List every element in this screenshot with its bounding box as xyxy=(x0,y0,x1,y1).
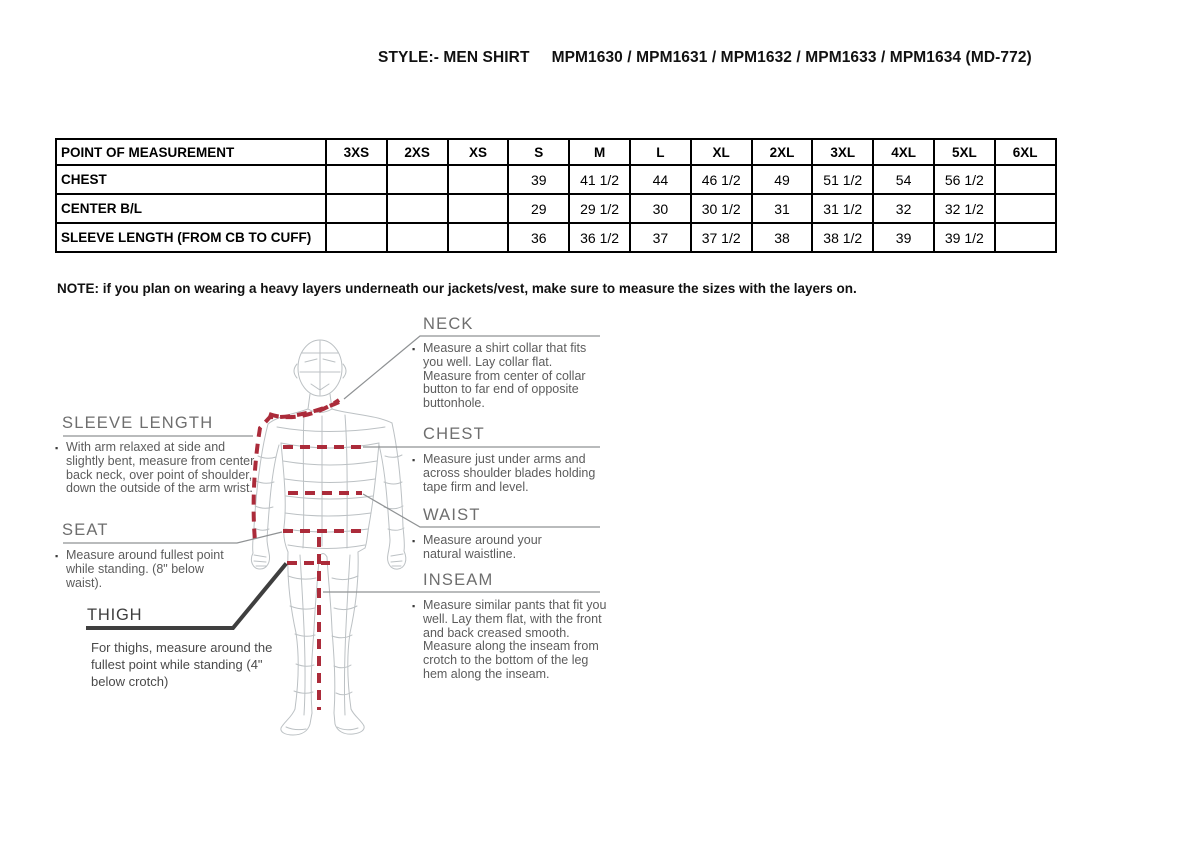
bullet-icon: ▪ xyxy=(412,536,416,546)
value-cell xyxy=(448,194,509,223)
value-cell xyxy=(326,223,387,252)
size-chart-header xyxy=(56,139,1056,165)
waist-description: ▪ Measure around your natural waistline. xyxy=(412,533,542,561)
sleeve-length-heading: SLEEVE LENGTH xyxy=(62,414,214,432)
value-cell: 31 xyxy=(752,194,813,223)
table-row xyxy=(56,223,1056,252)
column-header-size: 3XL xyxy=(812,139,873,165)
value-cell xyxy=(387,165,448,194)
waist-leader-line xyxy=(363,494,600,527)
page-title: STYLE:- MEN SHIRT MPM1630 / MPM1631 / MPM1632 / MPM1633 / MPM1634 (MD-772) xyxy=(378,49,1032,66)
column-header-size: 3XS xyxy=(326,139,387,165)
chest-heading: CHEST xyxy=(423,425,485,443)
value-cell: 31 1/2 xyxy=(812,194,873,223)
value-cell: 51 1/2 xyxy=(812,165,873,194)
value-cell: 29 1/2 xyxy=(569,194,630,223)
value-cell: 44 xyxy=(630,165,691,194)
waist-heading: WAIST xyxy=(423,506,481,524)
column-header-point-of-measurement: POINT OF MEASUREMENT xyxy=(56,139,326,165)
value-cell: 37 xyxy=(630,223,691,252)
chest-description: ▪ Measure just under arms and across shoulder blades holding tape firm and level. xyxy=(412,452,596,494)
value-cell xyxy=(995,223,1056,252)
value-cell: 49 xyxy=(752,165,813,194)
value-cell xyxy=(448,165,509,194)
column-header-size: 2XL xyxy=(752,139,813,165)
sleeve-length-dash-line xyxy=(254,402,339,541)
column-header-size: XS xyxy=(448,139,509,165)
bullet-icon: ▪ xyxy=(55,551,59,561)
size-chart-table xyxy=(55,138,1057,253)
value-cell xyxy=(326,194,387,223)
sleeve-length-description: ▪ With arm relaxed at side and slightly bent, measure from center back neck, over point of shoulder, down the outside of the arm wrist. xyxy=(55,440,255,496)
bullet-icon: ▪ xyxy=(412,455,416,465)
value-cell: 37 1/2 xyxy=(691,223,752,252)
table-header-row xyxy=(56,139,1056,165)
value-cell: 36 xyxy=(508,223,569,252)
value-cell: 54 xyxy=(873,165,934,194)
table-row xyxy=(56,165,1056,194)
value-cell: 39 1/2 xyxy=(934,223,995,252)
column-header-size: XL xyxy=(691,139,752,165)
neck-heading: NECK xyxy=(423,315,474,333)
inseam-description: ▪ Measure similar pants that fit you well. Lay them flat, with the front and back creased smooth. Measure along the inseam from crotch to the bottom of the leg hem along the inseam. xyxy=(412,598,607,681)
column-header-size: L xyxy=(630,139,691,165)
seat-heading: SEAT xyxy=(62,521,109,539)
value-cell: 36 1/2 xyxy=(569,223,630,252)
column-header-size: 4XL xyxy=(873,139,934,165)
size-chart-body xyxy=(56,165,1056,252)
value-cell xyxy=(448,223,509,252)
column-header-size: M xyxy=(569,139,630,165)
inseam-heading: INSEAM xyxy=(423,571,494,589)
row-label-cell: SLEEVE LENGTH (FROM CB TO CUFF) xyxy=(56,223,326,252)
value-cell: 32 xyxy=(873,194,934,223)
value-cell: 39 xyxy=(508,165,569,194)
measurement-diagram xyxy=(55,315,655,755)
row-label-cell: CENTER B/L xyxy=(56,194,326,223)
row-label-cell: CHEST xyxy=(56,165,326,194)
thigh-heading: THIGH xyxy=(87,606,143,624)
value-cell xyxy=(387,194,448,223)
bullet-icon: ▪ xyxy=(412,601,416,611)
layers-note: NOTE: if you plan on wearing a heavy layers underneath our jackets/vest, make sure to measure the sizes with the layers on. xyxy=(57,281,857,296)
seat-description: ▪ Measure around fullest point while standing. (8" below waist). xyxy=(55,548,224,590)
value-cell xyxy=(326,165,387,194)
column-header-size: S xyxy=(508,139,569,165)
value-cell xyxy=(995,194,1056,223)
thigh-description: For thighs, measure around the fullest point while standing (4" below crotch) xyxy=(91,640,273,689)
value-cell: 29 xyxy=(508,194,569,223)
value-cell: 39 xyxy=(873,223,934,252)
bullet-icon: ▪ xyxy=(55,443,59,453)
value-cell: 38 xyxy=(752,223,813,252)
value-cell: 46 1/2 xyxy=(691,165,752,194)
column-header-size: 5XL xyxy=(934,139,995,165)
value-cell: 56 1/2 xyxy=(934,165,995,194)
value-cell: 30 xyxy=(630,194,691,223)
value-cell: 38 1/2 xyxy=(812,223,873,252)
value-cell: 41 1/2 xyxy=(569,165,630,194)
table-row xyxy=(56,194,1056,223)
value-cell: 30 1/2 xyxy=(691,194,752,223)
column-header-size: 2XS xyxy=(387,139,448,165)
bullet-icon: ▪ xyxy=(412,344,416,354)
value-cell xyxy=(995,165,1056,194)
value-cell xyxy=(387,223,448,252)
neck-description: ▪ Measure a shirt collar that fits you well. Lay collar flat. Measure from center of collar button to far end of opposite buttonhole. xyxy=(412,341,587,411)
value-cell: 32 1/2 xyxy=(934,194,995,223)
column-header-size: 6XL xyxy=(995,139,1056,165)
